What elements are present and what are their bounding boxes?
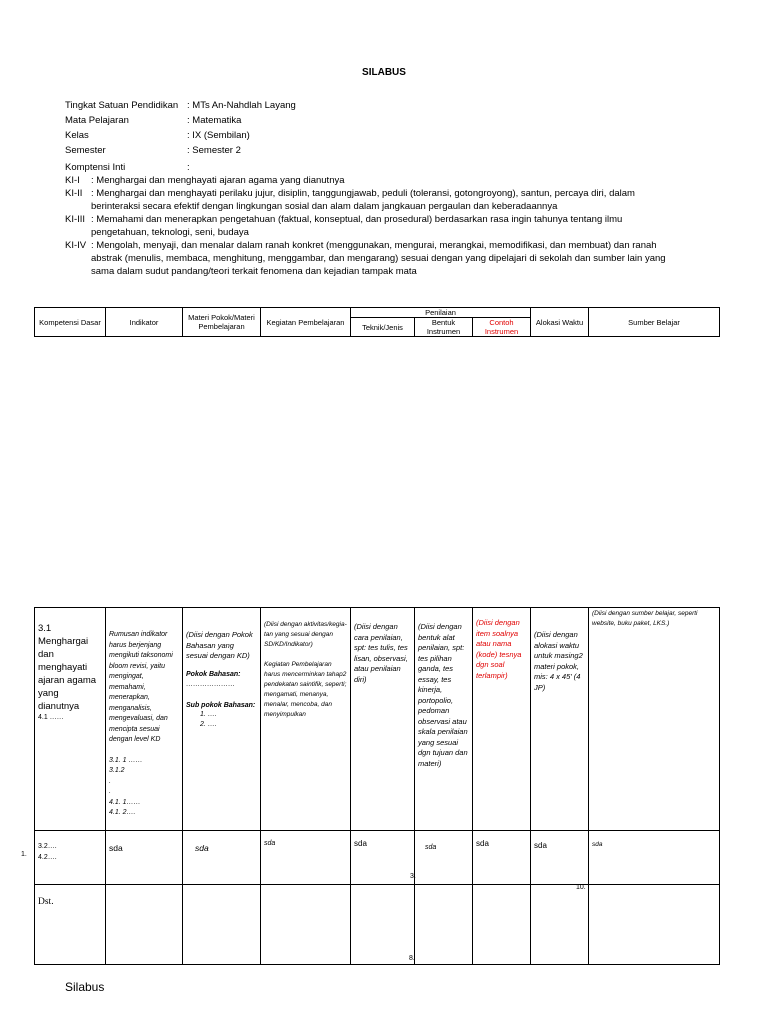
header-sumber: Sumber Belajar bbox=[589, 308, 720, 337]
ki-4: KI-IV : Mengolah, menyaji, dan menalar dalam ranah konkret (menggunakan, mengurai, merangkai, memodifikasi, dan membuat) dan ranah bbox=[65, 240, 657, 251]
dst-cell: Dst. bbox=[35, 885, 106, 965]
ki-4-cont-2: sama dalam sudut pandang/teori terkait fenomena dan kejadian tampak mata bbox=[91, 266, 417, 277]
table-row: 3.2…. 4.2…. sda sda sda sda sda sda sda sda bbox=[35, 831, 720, 885]
list-marker-3: 3. bbox=[410, 873, 416, 880]
kd-title: 3.1 Menghargai dan menghayati ajaran agama yang dianutnya bbox=[38, 623, 97, 712]
sda-bentuk: sda bbox=[415, 831, 473, 885]
meta-label: Mata Pelajaran bbox=[65, 115, 129, 126]
header-bentuk: Bentuk Instrumen bbox=[415, 318, 473, 337]
meta-row-1 bbox=[65, 113, 296, 128]
header-alokasi: Alokasi Waktu bbox=[531, 308, 589, 337]
meta-value: Matematika bbox=[192, 115, 242, 126]
ki-3-cont: pengetahuan, teknologi, seni, budaya bbox=[91, 227, 249, 238]
ki-heading-sep: : bbox=[187, 162, 190, 173]
bentuk-cell: (Diisi dengan bentuk alat penilaian, spt: tes pilihan ganda, tes essay, tes kinerja, portopolio, pedoman observasi atau skala penilaian yang sesuai dgn tujuan dan materi) bbox=[415, 608, 473, 831]
sda-alokasi: sda bbox=[531, 831, 589, 885]
identity-block bbox=[65, 98, 296, 175]
kegiatan-b: Kegiatan Pembelajaran harus mencerminkan tahap2 pendekatan saintifik, seperti; mengamati, menanya, menalar, mencoba, dan menyimpulkan bbox=[264, 661, 347, 718]
meta-row-0 bbox=[65, 98, 296, 113]
meta-sep: : bbox=[187, 145, 190, 156]
syllabus-header-table bbox=[34, 307, 720, 337]
meta-sep: : bbox=[187, 100, 190, 111]
sda-indikator: sda bbox=[106, 831, 183, 885]
ki-heading: Komptensi Inti bbox=[65, 162, 126, 173]
materi-intro: (Diisi dengan Pokok Bahasan yang sesuai dengan KD) bbox=[186, 630, 253, 660]
sda-materi: sda bbox=[183, 831, 261, 885]
syllabus-body-table bbox=[34, 607, 720, 965]
ki-1: KI-I : Menghargai dan menghayati ajaran agama yang dianutnya bbox=[65, 175, 345, 186]
header-kegiatan: Kegiatan Pembelajaran bbox=[261, 308, 351, 337]
table-row bbox=[35, 885, 720, 965]
meta-row-3 bbox=[65, 143, 296, 158]
list-marker-1: 1. bbox=[21, 851, 27, 858]
meta-row-2 bbox=[65, 128, 296, 143]
sda-contoh: sda bbox=[473, 831, 531, 885]
header-penilaian: Penilaian bbox=[351, 308, 531, 318]
sda-kegiatan: sda bbox=[261, 831, 351, 885]
alokasi-cell: (Diisi dengan alokasi waktu untuk masing2 materi pokok, mis: 4 x 45' (4 JP) bbox=[531, 608, 589, 831]
ki-4-cont-1: abstrak (menulis, membaca, menghitung, menggambar, dan mengarang) sesuai dengan yang dipelajari di sekolah dan sumber lain yang bbox=[91, 253, 666, 264]
meta-value: MTs An-Nahdlah Layang bbox=[192, 100, 296, 111]
header-indikator: Indikator bbox=[106, 308, 183, 337]
header-contoh: Contoh Instrumen bbox=[473, 318, 531, 337]
kompetensi-inti-list bbox=[65, 174, 705, 278]
materi-sub: Sub pokok Bahasan: bbox=[186, 701, 256, 709]
materi-pokok: Pokok Bahasan: bbox=[186, 670, 241, 678]
contoh-cell: (Diisi dengan item soalnya atau nama (kode) tesnya dgn soal terlampir) bbox=[473, 608, 531, 831]
indikator-text: Rumusan indikator harus berjenjang mengikuti taksonomi bloom revisi, yaitu mengingat, memahami, menerapkan, menganalisis, mengevaluasi, dan mencipta sesuai dengan level KD bbox=[109, 631, 173, 743]
header-kd: Kompetensi Dasar bbox=[35, 308, 106, 337]
meta-label: Tingkat Satuan Pendidikan bbox=[65, 100, 179, 111]
ki-2: KI-II : Menghargai dan menghayati perilaku jujur, disiplin, tanggungjawab, peduli (toleransi, gotongroyong), santun, percaya diri, dalam bbox=[65, 188, 635, 199]
table-row: 3.1 Menghargai dan menghayati ajaran agama yang dianutnya 4.1 …… Rumusan indikator harus berjenjang mengikuti taksonomi bloom revisi, yaitu mengingat, memahami, menerapkan, menganalisis, mengevaluasi, dan mencipta sesuai dengan level KD 3.1. 1 …… 3.1.2 . . 4.1. 1…… 4.1. 2…. (Diisi dengan Pokok Bahasan yang sesuai dengan KD) Pokok Bahasan: ………………… Sub pokok Bahasan: 1. …. 2. …. (Diisi dengan aktivitas/kegia-tan yang sesuai dengan SD/KD/Indikator) Kegiatan Pembelajaran harus mencerminkan tahap2 pendekatan saintifik, seperti; mengamati, menanya, menalar, mencoba, dan menyimpulkan (Diisi dengan cara penilaian, spt: tes tulis, tes lisan, observasi, atau penilaian diri) (Diisi dengan bentuk alat penilaian, spt: tes pilihan ganda, tes essay, tes kinerja, portopolio, pedoman observasi atau skala penilaian yang sesuai dgn tujuan dan materi) (Diisi dengan item soalnya atau nama (kode) tesnya dgn soal terlampir) (Diisi dengan alokasi waktu untuk masing2 materi pokok, mis: 4 x 45' (4 JP) (Diisi dengan sumber belajar, seperti website, buku paket, LKS.) bbox=[35, 608, 720, 831]
list-marker-10: 10. bbox=[576, 884, 586, 891]
footer-label: Silabus bbox=[65, 980, 105, 994]
meta-value: IX (Sembilan) bbox=[192, 130, 250, 141]
header-materi: Materi Pokok/Materi Pembelajaran bbox=[183, 308, 261, 337]
meta-label: Semester bbox=[65, 145, 106, 156]
materi-dots: ………………… bbox=[186, 681, 235, 688]
indikator-list: 3.1. 1 …… 3.1.2 . . 4.1. 1…… 4.1. 2…. bbox=[109, 756, 143, 816]
sda-sumber: sda bbox=[589, 831, 720, 885]
meta-value: Semester 2 bbox=[192, 145, 241, 156]
meta-sep: : bbox=[187, 115, 190, 126]
ki-2-cont: berinteraksi secara efektif dengan lingkungan sosial dan alam dalam jangkauan pergaulan dan keberadaannya bbox=[91, 201, 558, 212]
header-teknik: Teknik/Jenis bbox=[351, 318, 415, 337]
page-title: SILABUS bbox=[362, 67, 406, 78]
meta-label: Kelas bbox=[65, 130, 89, 141]
ki-heading-row bbox=[65, 160, 296, 175]
teknik-cell: (Diisi dengan cara penilaian, spt: tes tulis, tes lisan, observasi, atau penilaian diri) bbox=[351, 608, 415, 831]
kd-sub: 4.1 …… bbox=[38, 714, 64, 721]
ki-3: KI-III : Memahami dan menerapkan pengetahuan (faktual, konseptual, dan prosedural) berdasarkan rasa ingin tahunya tentang ilmu bbox=[65, 214, 623, 225]
sda-teknik: sda bbox=[351, 831, 415, 885]
meta-sep: : bbox=[187, 130, 190, 141]
sumber-cell: (Diisi dengan sumber belajar, seperti website, buku paket, LKS.) bbox=[589, 608, 720, 831]
list-marker-8: 8. bbox=[409, 955, 415, 962]
kegiatan-a: (Diisi dengan aktivitas/kegia-tan yang sesuai dengan SD/KD/Indikator) bbox=[264, 621, 347, 648]
